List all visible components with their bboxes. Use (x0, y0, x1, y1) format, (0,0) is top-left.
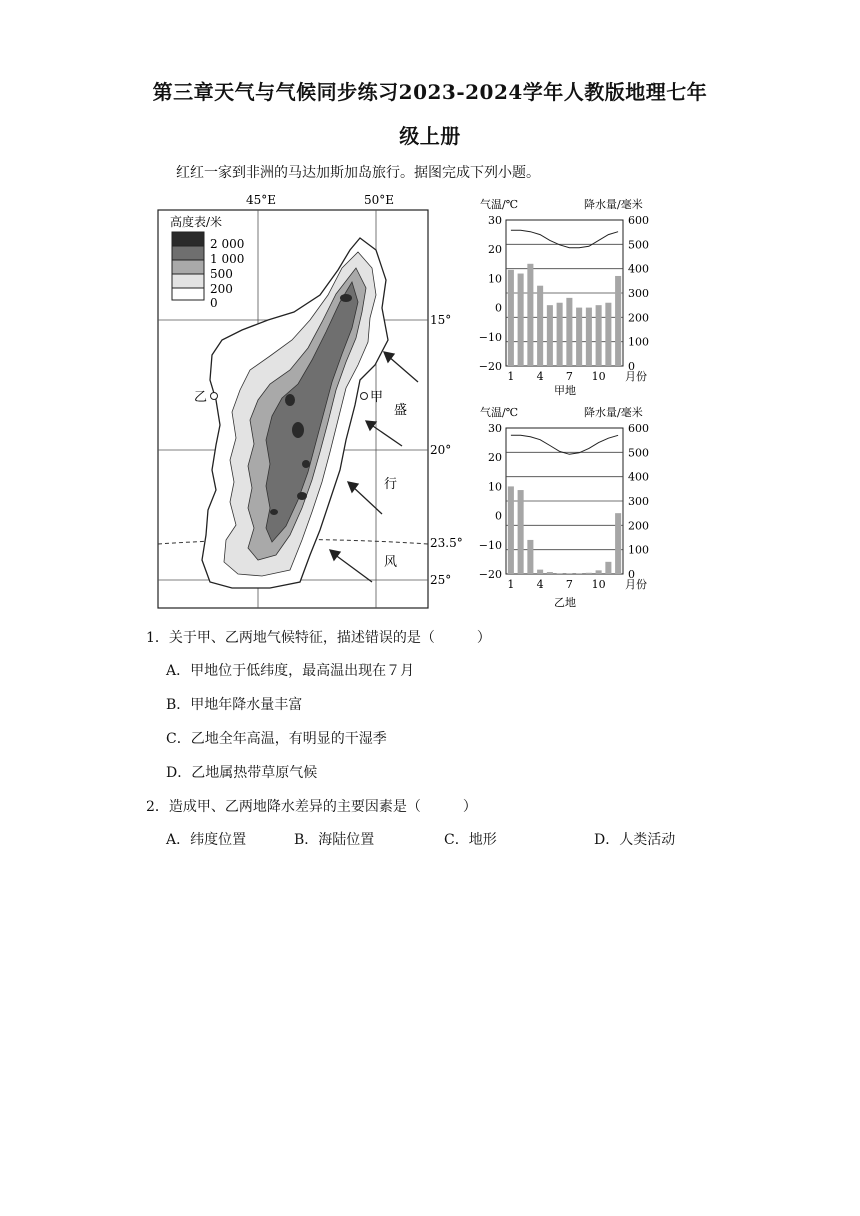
lat-label: 23.5° (430, 536, 463, 550)
precip-bar (508, 270, 514, 366)
x-tick-label: 7 (565, 578, 573, 591)
legend-item: 1 000 (210, 252, 245, 266)
precip-bar (527, 264, 533, 366)
page-title: 第三章天气与气候同步练习2023-2024学年人教版地理七年 (152, 80, 708, 104)
question-2-option-c[interactable]: C．地形 (444, 832, 497, 848)
wind-label: 行 (384, 477, 398, 492)
lon-label: 45°E (246, 193, 277, 207)
question-2-stem: 2．造成甲、乙两地降水差异的主要因素是（ ） (146, 799, 477, 815)
question-1-stem: 1．关于甲、乙两地气候特征，描述错误的是（ ） (146, 630, 491, 646)
y2-tick-label: 200 (628, 311, 649, 325)
precip-bar (586, 573, 592, 574)
y-tick-label: 10 (488, 480, 502, 494)
page-title-line2: 级上册 (399, 124, 461, 148)
lon-label: 50°E (364, 193, 395, 207)
precip-bar (527, 540, 533, 574)
y2-tick-label: 400 (628, 470, 649, 484)
legend-item: 2 000 (210, 237, 245, 251)
y-tick-label: −10 (478, 538, 502, 552)
precip-bar (596, 305, 602, 366)
precip-bar (596, 570, 602, 574)
precip-bar (576, 308, 582, 366)
chart-ylabel: 气温/℃ (480, 198, 519, 211)
x-tick-label: 10 (591, 578, 606, 591)
temperature-line (511, 230, 618, 248)
precip-bar (547, 572, 553, 574)
question-1-option-d[interactable]: D．乙地属热带草原气候 (166, 765, 318, 781)
legend-item: 500 (210, 267, 233, 281)
precip-bar (508, 486, 514, 574)
y-tick-label: 20 (488, 243, 502, 257)
precip-bar (566, 573, 572, 574)
precip-bar (537, 570, 543, 574)
question-2-option-d[interactable]: D．人类活动 (594, 832, 676, 848)
place-jia: 甲 (370, 390, 384, 405)
climate-chart-jia (470, 190, 660, 402)
chart-y2label: 降水量/毫米 (584, 198, 643, 211)
precip-bar (605, 562, 611, 574)
lat-label: 20° (430, 443, 452, 457)
chart-title: 乙地 (554, 596, 576, 609)
precip-bar (576, 573, 582, 574)
x-tick-label: 4 (536, 370, 544, 383)
x-axis-label: 月份 (625, 370, 647, 383)
y2-tick-label: 100 (628, 335, 649, 349)
wind-label: 盛 (394, 403, 408, 418)
x-tick-label: 1 (507, 370, 515, 383)
y2-tick-label: 0 (628, 360, 635, 373)
wind-label: 风 (384, 555, 398, 570)
y2-tick-label: 100 (628, 543, 649, 557)
y2-tick-label: 600 (628, 422, 649, 435)
legend-item: 200 (210, 282, 233, 296)
lat-label: 15° (430, 313, 452, 327)
precip-bar (557, 573, 563, 574)
precip-bar (518, 274, 524, 366)
y-tick-label: 0 (495, 509, 502, 523)
y-tick-label: −10 (478, 330, 502, 344)
legend-title: 高度表/米 (170, 215, 223, 229)
question-1-option-c[interactable]: C．乙地全年高温，有明显的干湿季 (166, 731, 387, 747)
chart-ylabel: 气温/℃ (480, 406, 519, 419)
precip-bar (566, 298, 572, 366)
precip-bar (537, 286, 543, 366)
y2-tick-label: 0 (628, 568, 635, 581)
chart-y2label: 降水量/毫米 (584, 406, 643, 419)
precip-bar (586, 308, 592, 366)
y2-tick-label: 400 (628, 262, 649, 276)
precip-bar (615, 513, 621, 574)
y-tick-label: 10 (488, 272, 502, 286)
question-1-option-b[interactable]: B．甲地年降水量丰富 (166, 697, 303, 713)
chart-title: 甲地 (554, 384, 576, 397)
precip-bar (615, 276, 621, 366)
question-1-option-a[interactable]: A．甲地位于低纬度，最高温出现在７月 (166, 663, 415, 679)
x-axis-label: 月份 (625, 578, 647, 591)
x-tick-label: 10 (591, 370, 606, 383)
question-2-option-b[interactable]: B．海陆位置 (294, 832, 375, 848)
precip-bar (518, 490, 524, 574)
precip-bar (547, 305, 553, 366)
temperature-line (511, 435, 618, 454)
question-2-option-a[interactable]: A．纬度位置 (166, 832, 247, 848)
madagascar-relief-map (150, 190, 463, 614)
precip-bar (557, 303, 563, 366)
place-yi: 乙 (194, 390, 208, 405)
lat-label: 25° (430, 573, 452, 587)
y2-tick-label: 500 (628, 238, 649, 252)
y-tick-label: 30 (488, 422, 502, 435)
x-tick-label: 1 (507, 578, 515, 591)
precip-bar (605, 303, 611, 366)
x-tick-label: 4 (536, 578, 544, 591)
y-tick-label: −20 (478, 360, 502, 373)
y-tick-label: 30 (488, 214, 502, 227)
y-tick-label: 20 (488, 451, 502, 465)
y-tick-label: 0 (495, 301, 502, 315)
y2-tick-label: 300 (628, 495, 649, 508)
y2-tick-label: 500 (628, 446, 649, 460)
y2-tick-label: 300 (628, 287, 649, 300)
climate-chart-yi (470, 400, 660, 614)
x-tick-label: 7 (565, 370, 573, 383)
legend-item: 0 (210, 296, 218, 310)
y2-tick-label: 200 (628, 519, 649, 533)
y2-tick-label: 600 (628, 214, 649, 227)
intro-text: 红红一家到非洲的马达加斯加岛旅行。据图完成下列小题。 (176, 165, 540, 181)
y-tick-label: −20 (478, 568, 502, 581)
